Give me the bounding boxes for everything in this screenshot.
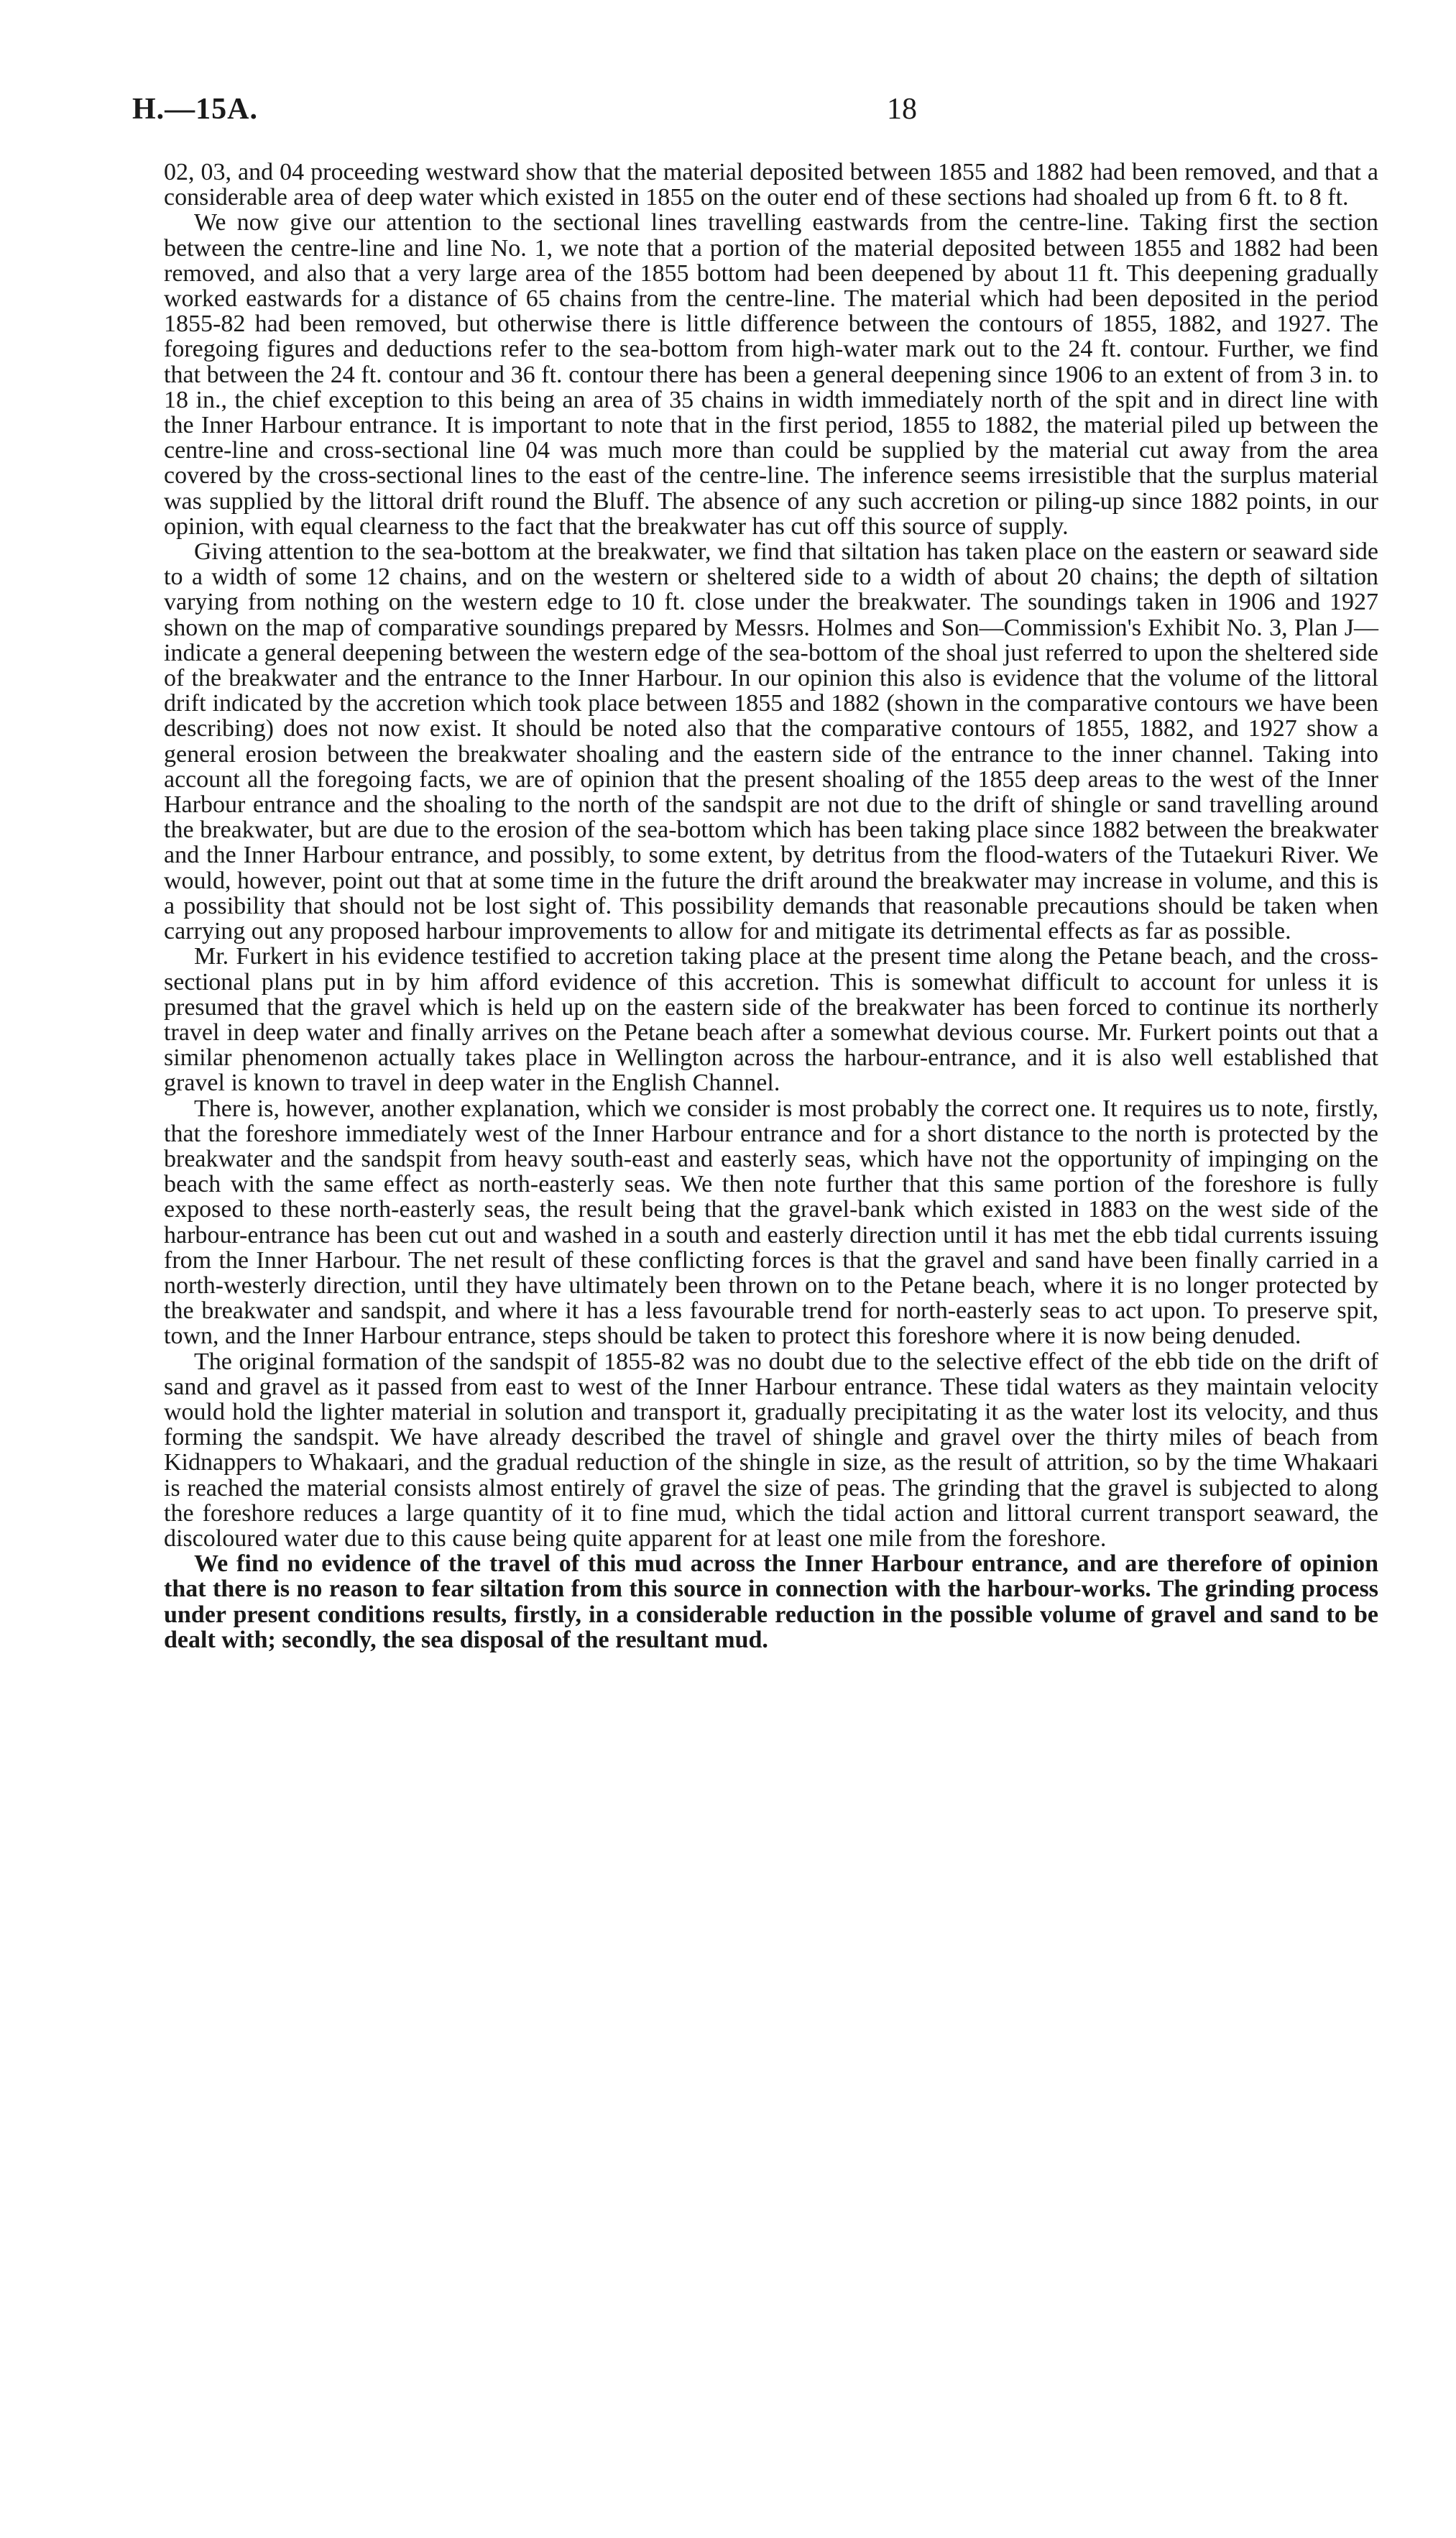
page-number: 18 bbox=[887, 93, 917, 126]
document-reference: H.—15A. bbox=[132, 93, 258, 126]
paragraph: Mr. Furkert in his evidence testified to accretion taking place at the present time along the Petane beach, and the cross-sectional plans put in by him afford evidence of this accretion. This is somewhat difficult to account for unless it is presumed that the gravel which is held up on the eastern side of the breakwater has been forced to continue its northerly travel in deep water and finally arrives on the Petane beach after a somewhat devious course. Mr. Furkert points out that a similar phenomenon actually takes place in Wellington across the harbour-entrance, and it is also well established that gravel is known to travel in deep water in the English Channel. bbox=[164, 943, 1378, 1097]
paragraph: 02, 03, and 04 proceeding westward show that the material deposited between 1855 and 1882 had been removed, and that a considerable area of deep water which existed in 1855 on the outer end of these sections had shoaled up from 6 ft. to 8 ft. bbox=[164, 159, 1378, 211]
paragraph: There is, however, another explanation, which we consider is most probably the correct one. It requires us to note, firstly, that the foreshore immediately west of the Inner Harbour entrance and for a short distance to the north is protected by the breakwater and the sandspit from heavy south-east and easterly seas, which have not the opportunity of impinging on the beach with the same effect as north-easterly seas. We then note further that this same portion of the foreshore is fully exposed to these north-easterly seas, the result being that the gravel-bank which existed in 1883 on the west side of the harbour-entrance has been cut out and washed in a south and easterly direction until it has met the ebb tidal currents issuing from the Inner Harbour. The net result of these conflicting forces is that the gravel and sand have been finally carried in a north-westerly direction, until they have ultimately been thrown on to the Petane beach, where it is no longer protected by the breakwater and sandspit, and where it has a less favourable trend for north-easterly seas to act upon. To preserve spit, town, and the Inner Harbour entrance, steps should be taken to protect this foreshore where it is now being denuded. bbox=[164, 1095, 1378, 1350]
paragraph: Giving attention to the sea-bottom at the breakwater, we find that siltation has taken place on the eastern or seaward side to a width of some 12 chains, and on the western or sheltered side to a width of about 20 chains; the depth of siltation varying from nothing on the western edge to 10 ft. close under the breakwater. The soundings taken in 1906 and 1927 shown on the map of comparative soundings prepared by Messrs. Holmes and Son—Commission's Exhibit No. 3, Plan J—indicate a general deepening between the western edge of the sea-bottom of the shoal just referred to upon the sheltered side of the breakwater and the entrance to the Inner Harbour. In our opinion this also is evidence that the volume of the littoral drift indicated by the accretion which took place between 1855 and 1882 (shown in the comparative contours we have been describing) does not now exist. It should be noted also that the comparative contours of 1855, 1882, and 1927 show a general erosion between the breakwater shoaling and the eastern side of the entrance to the inner channel. Taking into account all the foregoing facts, we are of opinion that the present shoaling of the 1855 deep areas to the west of the Inner Harbour entrance and the shoaling to the north of the sandspit are not due to the drift of shingle or sand travelling around the breakwater, but are due to the erosion of the sea-bottom which has been taking place since 1882 between the breakwater and the Inner Harbour entrance, and possibly, to some extent, by detritus from the flood-waters of the Tutaekuri River. We would, however, point out that at some time in the future the drift around the breakwater may increase in volume, and this is a possibility that should not be lost sight of. This possibility demands that reasonable precautions should be taken when carrying out any proposed harbour improvements to allow for and mitigate its detrimental effects as far as possible. bbox=[164, 538, 1378, 945]
paragraph: We find no evidence of the travel of this mud across the Inner Harbour entrance, and are therefore of opinion that there is no reason to fear siltation from this source in connection with the harbour-works. The grinding process under present conditions results, firstly, in a considerable reduction in the possible volume of gravel and sand to be dealt with; secondly, the sea disposal of the resultant mud. bbox=[164, 1550, 1378, 1653]
page-header bbox=[132, 92, 1376, 135]
paragraph: We now give our attention to the sectional lines travelling eastwards from the centre-line. Taking first the section between the centre-line and line No. 1, we note that a portion of the material deposited between 1855 and 1882 had been removed, and also that a very large area of the 1855 bottom had been deepened by about 11 ft. This deepening gradually worked eastwards for a distance of 65 chains from the centre-line. The material which had been deposited in the period 1855-82 had been removed, but otherwise there is little difference between the contours of 1855, 1882, and 1927. The foregoing figures and deductions refer to the sea-bottom from high-water mark out to the 24 ft. contour. Further, we find that between the 24 ft. contour and 36 ft. contour there has been a general deepening since 1906 to an extent of from 3 in. to 18 in., the chief exception to this being an area of 35 chains in width immediately north of the spit and in direct line with the Inner Harbour entrance. It is important to note that in the first period, 1855 to 1882, the material piled up between the centre-line and cross-sectional line 04 was much more than could be supplied by the material cut away from the area covered by the cross-sectional lines to the east of the centre-line. The inference seems irresistible that the surplus material was supplied by the littoral drift round the Bluff. The absence of any such accretion or piling-up since 1882 points, in our opinion, with equal clearness to the fact that the breakwater has cut off this source of supply. bbox=[164, 209, 1378, 540]
body-text bbox=[164, 160, 1378, 1652]
paragraph: The original formation of the sandspit of 1855-82 was no doubt due to the selective effect of the ebb tide on the drift of sand and gravel as it passed from east to west of the Inner Harbour entrance. These tidal waters as they maintain velocity would hold the lighter material in solution and transport it, gradually precipitating it as the water lost its velocity, and thus forming the sandspit. We have already described the travel of shingle and gravel over the thirty miles of beach from Kidnappers to Whakaari, and the gradual reduction of the shingle in size, as the result of attrition, so by the time Whakaari is reached the material consists almost entirely of gravel the size of peas. The grinding that the gravel is subjected to along the foreshore reduces a large quantity of it to fine mud, which the tidal action and littoral current transport seaward, the discoloured water due to this cause being quite apparent for at least one mile from the foreshore. bbox=[164, 1348, 1378, 1552]
